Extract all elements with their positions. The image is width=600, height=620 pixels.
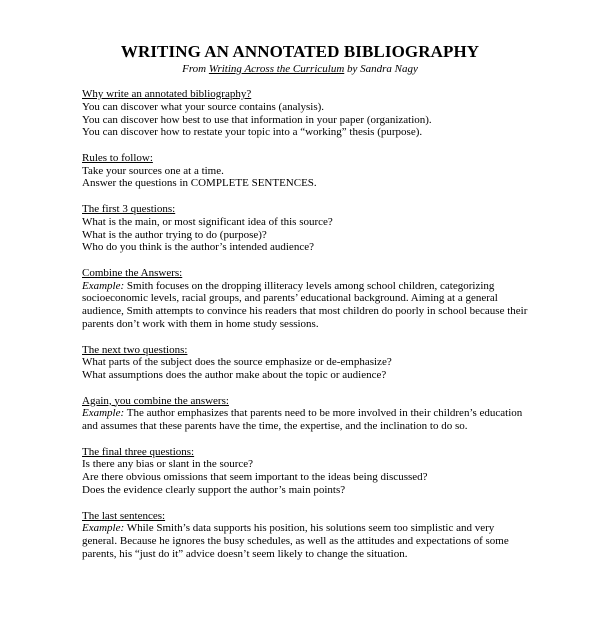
example-label: Example:: [82, 279, 125, 292]
section-line: What parts of the subject does the source emphasize or de-emphasize?: [82, 356, 392, 369]
section-line: What is the author trying to do (purpose)?: [82, 228, 267, 241]
example-text: While Smith’s data supports his position, his solutions seem too simplistic and very general. Because he ignores the busy schedules, as well as the attitudes and expectations of some parents, his “just do it” advice doesn’t seem likely to change the situation.: [82, 522, 509, 560]
example-label: Example:: [82, 522, 125, 535]
section-heading: The last sentences:: [82, 509, 166, 522]
section-final-questions: [82, 446, 532, 497]
section-line: Does the evidence clearly support the author’s main points?: [82, 484, 346, 497]
section-next-questions: [82, 344, 532, 382]
section-first-questions: [82, 203, 532, 254]
section-line: What assumptions does the author make about the topic or audience?: [82, 369, 387, 382]
section-again-combine: [82, 395, 532, 433]
section-heading: Rules to follow:: [82, 151, 153, 164]
section-line: You can discover how to restate your topic into a “working” thesis (purpose).: [82, 126, 423, 139]
example-paragraph: [82, 522, 532, 560]
section-heading: Why write an annotated bibliography?: [82, 88, 252, 100]
example-text: The author emphasizes that parents need to be more involved in their children’s education and assumes that these parents have the time, the expertise, and the inclination to do so.: [82, 407, 523, 433]
subtitle-book-title: Writing Across the Curriculum: [208, 63, 345, 75]
section-heading: The first 3 questions:: [82, 202, 176, 215]
page-subtitle: [0, 62, 600, 76]
section-heading: The next two questions:: [82, 343, 188, 356]
section-line: Who do you think is the author’s intended audience?: [82, 241, 314, 254]
example-paragraph: [82, 280, 532, 331]
section-heading: Again, you combine the answers:: [82, 394, 229, 407]
example-text: Smith focuses on the dropping illiteracy levels among school children, categorizing socioeconomic levels, racial groups, and parents’ educational background. Aiming at a general audience, Smith attempts to convince his readers that most children do poorly in school because their parents don’t work with them in home study sessions.: [82, 279, 528, 331]
section-line: What is the main, or most significant idea of this source?: [82, 215, 333, 228]
example-label: Example:: [82, 407, 125, 420]
subtitle-prefix: From: [182, 63, 207, 75]
section-line: Answer the questions in COMPLETE SENTENCES.: [82, 177, 317, 190]
section-heading: Combine the Answers:: [82, 266, 183, 279]
section-line: Take your sources one at a time.: [82, 164, 224, 177]
section-combine: [82, 267, 532, 331]
subtitle-author: by Sandra Nagy: [347, 63, 418, 75]
example-paragraph: [82, 407, 532, 433]
section-line: Is there any bias or slant in the source?: [82, 458, 254, 471]
section-line: You can discover what your source contains (analysis).: [82, 100, 325, 113]
section-rules: [82, 152, 532, 190]
section-why: [82, 88, 532, 139]
document-body: [82, 88, 532, 573]
section-line: Are there obvious omissions that seem important to the ideas being discussed?: [82, 471, 428, 484]
section-last-sentences: [82, 510, 532, 561]
section-heading: The final three questions:: [82, 445, 195, 458]
section-line: You can discover how best to use that information in your paper (organization).: [82, 113, 432, 126]
page-title: WRITING AN ANNOTATED BIBLIOGRAPHY: [120, 42, 480, 61]
